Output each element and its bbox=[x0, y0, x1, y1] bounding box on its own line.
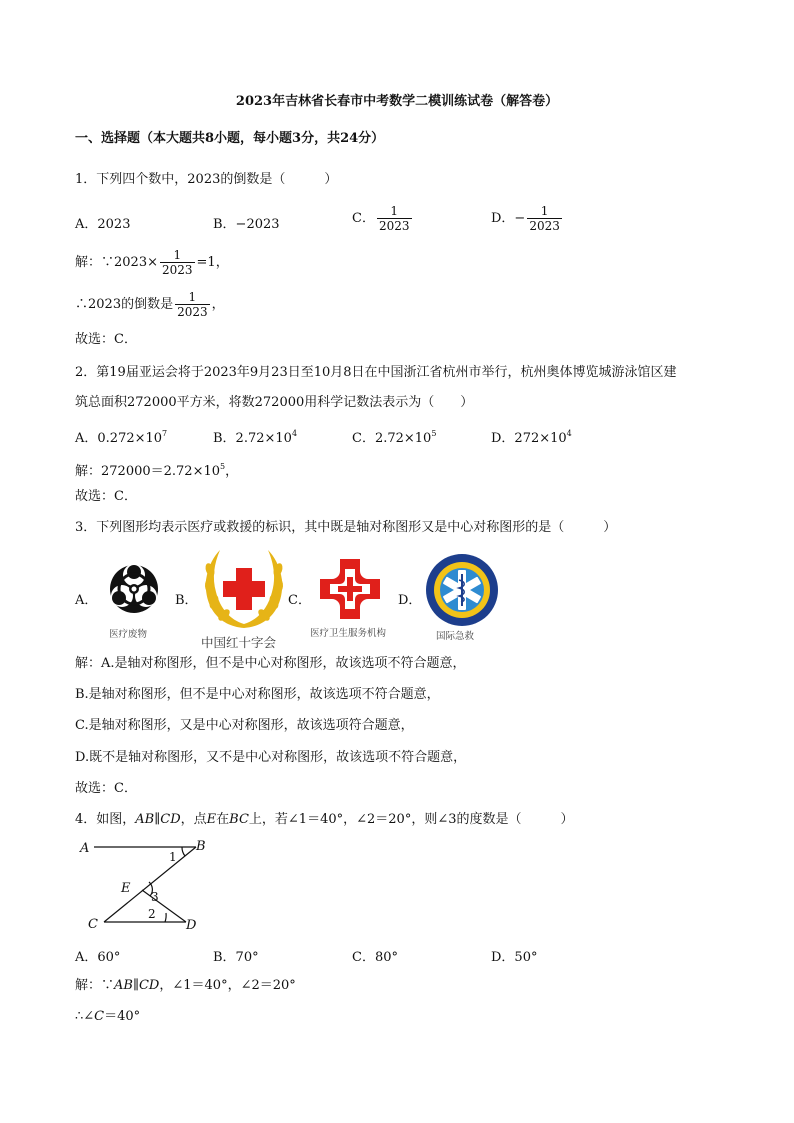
q1-option-d bbox=[491, 204, 564, 233]
fraction-numerator: 1 bbox=[173, 248, 182, 262]
q4-solution-line1 bbox=[75, 977, 296, 995]
document-title: 2023年吉林省长春市中考数学二模训练试卷（解答卷） bbox=[235, 94, 559, 109]
q4-stem-part: 在 bbox=[216, 812, 230, 827]
label-b: B bbox=[196, 839, 206, 854]
q2-option-a-exponent: 7 bbox=[162, 429, 168, 438]
fraction-numerator: 1 bbox=[540, 204, 549, 218]
q2-option-d bbox=[491, 427, 572, 446]
q1-solution1-pre: 解：∵2023× bbox=[75, 255, 158, 270]
q1-option-c-fraction bbox=[377, 204, 412, 233]
q3-solution-c: C.是轴对称图形，又是中心对称图形，故该选项符合题意， bbox=[75, 718, 414, 733]
q4-stem-cd: CD bbox=[160, 812, 181, 827]
q3-solution-b: B.是轴对称图形，但不是中心对称图形，故该选项不符合题意， bbox=[75, 687, 440, 702]
q4-stem-part: 上，若∠1＝40°，∠2＝20°，则∠3的度数是（ ） bbox=[248, 812, 574, 827]
q3-answer: 故选：C． bbox=[75, 781, 137, 796]
star-of-life-icon bbox=[425, 553, 499, 627]
q2-option-b-exponent: 4 bbox=[291, 429, 298, 438]
label-angle-2: 2 bbox=[148, 907, 156, 921]
q3-option-d: D． bbox=[398, 593, 422, 608]
section-heading: 一、选择题（本大题共8小题，每小题3分，共24分） bbox=[75, 131, 385, 146]
q1-option-b: B．−2023 bbox=[213, 217, 280, 232]
q1-solution-line1 bbox=[75, 246, 229, 280]
label-angle-1: 1 bbox=[169, 850, 177, 864]
q1-solution-line2 bbox=[75, 288, 225, 322]
q4-stem-e: E bbox=[206, 812, 217, 827]
q4-solution1-pre: 解：∵ bbox=[75, 978, 115, 993]
q2-option-a-text: A．0.272×10 bbox=[75, 431, 163, 446]
fraction-denominator: 2023 bbox=[529, 219, 560, 233]
q3-stem: 3．下列图形均表示医疗或救援的标识，其中既是轴对称图形又是中心对称图形的是（ ） bbox=[75, 520, 617, 535]
angle-2-arc bbox=[165, 913, 166, 922]
label-d: D bbox=[186, 918, 197, 933]
q1-solution1-post: =1， bbox=[196, 255, 229, 270]
q4-option-c: C．80° bbox=[352, 950, 398, 965]
q2-answer: 故选：C． bbox=[75, 489, 137, 504]
q4-solution1-ab: AB bbox=[114, 978, 133, 993]
logo-b-caption: 中国红十字会 bbox=[201, 635, 277, 650]
q2-solution-text: 解：272000＝2.72×10 bbox=[75, 464, 221, 479]
q4-geometry-figure bbox=[78, 836, 210, 936]
red-cross-wreath-icon bbox=[200, 548, 288, 632]
fraction-denominator: 2023 bbox=[177, 305, 208, 319]
label-e: E bbox=[121, 881, 131, 896]
q1-solution2-pre: ∴2023的倒数是 bbox=[75, 297, 174, 312]
q4-solution-line2 bbox=[75, 1008, 140, 1026]
q4-solution2-pre: ∴∠ bbox=[75, 1009, 95, 1024]
fraction-denominator: 2023 bbox=[161, 263, 193, 277]
q4-solution1-post: ，∠1＝40°，∠2＝20° bbox=[159, 978, 296, 993]
medical-institution-icon bbox=[318, 557, 382, 621]
label-a: A bbox=[80, 841, 90, 856]
q2-solution-exponent: 5 bbox=[220, 462, 226, 471]
q2-option-c-text: C．2.72×10 bbox=[352, 431, 432, 446]
q2-option-c bbox=[352, 427, 436, 446]
q2-solution-end: ， bbox=[225, 464, 239, 479]
q1-answer: 故选：C． bbox=[75, 332, 137, 347]
fraction-denominator: 2023 bbox=[378, 219, 410, 233]
q3-option-a: A． bbox=[75, 593, 98, 608]
q4-solution1-cd: CD bbox=[138, 978, 160, 993]
q2-option-b-text: B．2.72×10 bbox=[213, 431, 292, 446]
q4-stem-ab: AB bbox=[135, 812, 155, 827]
q4-solution2-c: C bbox=[94, 1009, 105, 1024]
q3-solution-d: D.既不是轴对称图形，又不是中心对称图形，故该选项不符合题意， bbox=[75, 750, 467, 765]
q2-option-d-text: D．272×10 bbox=[491, 431, 567, 446]
q1-option-c-label: C． bbox=[352, 211, 375, 226]
logo-c-caption: 医疗卫生服务机构 bbox=[310, 628, 387, 639]
q3-option-b: B． bbox=[175, 593, 198, 608]
q3-solution-a: 解：A.是轴对称图形，但不是中心对称图形，故该选项不符合题意， bbox=[75, 656, 466, 671]
q1-option-d-fraction bbox=[527, 204, 562, 233]
q1-stem: 1．下列四个数中，2023的倒数是（ ） bbox=[75, 172, 338, 187]
q4-stem-parallel: ∥ bbox=[154, 812, 161, 827]
q1-option-a: A．2023 bbox=[75, 217, 131, 232]
q4-stem bbox=[75, 811, 573, 829]
q4-option-b: B．70° bbox=[213, 950, 259, 965]
label-angle-3: 3 bbox=[151, 890, 159, 904]
q4-solution1-parallel: ∥ bbox=[132, 978, 139, 993]
q2-option-d-exponent: 4 bbox=[566, 429, 572, 438]
q1-solution-fraction-2 bbox=[175, 290, 210, 319]
q1-solution2-post: ， bbox=[211, 297, 225, 312]
q4-stem-part: ，点 bbox=[180, 812, 207, 827]
q2-solution bbox=[75, 458, 238, 481]
q4-option-d: D．50° bbox=[491, 950, 538, 965]
q1-solution-fraction bbox=[160, 248, 195, 277]
label-c: C bbox=[88, 917, 98, 932]
q4-stem-bc: BC bbox=[229, 812, 249, 827]
angle-1-arc bbox=[182, 847, 185, 856]
biohazard-icon bbox=[103, 555, 165, 621]
q2-stem-line2: 筑总面积272000平方米，将数272000用科学记数法表示为（ ） bbox=[75, 395, 474, 410]
q1-option-d-label: D．− bbox=[491, 211, 526, 226]
logo-d-caption: 国际急救 bbox=[436, 631, 475, 642]
fraction-numerator: 1 bbox=[188, 290, 197, 304]
q1-option-c bbox=[352, 204, 414, 233]
q2-option-c-exponent: 5 bbox=[431, 429, 437, 438]
q4-solution2-post: ＝40° bbox=[104, 1009, 141, 1024]
q2-option-a bbox=[75, 427, 167, 446]
fraction-numerator: 1 bbox=[390, 204, 399, 218]
q2-stem-line1: 2．第19届亚运会将于2023年9月23日至10月8日在中国浙江省杭州市举行，杭州奥体博览城游泳馆区建 bbox=[75, 365, 677, 380]
q3-option-c: C． bbox=[288, 593, 311, 608]
q4-stem-part: 4．如图， bbox=[75, 812, 136, 827]
q2-option-b bbox=[213, 427, 297, 446]
logo-a-caption: 医疗废物 bbox=[109, 629, 148, 640]
q4-option-a: A．60° bbox=[75, 950, 121, 965]
